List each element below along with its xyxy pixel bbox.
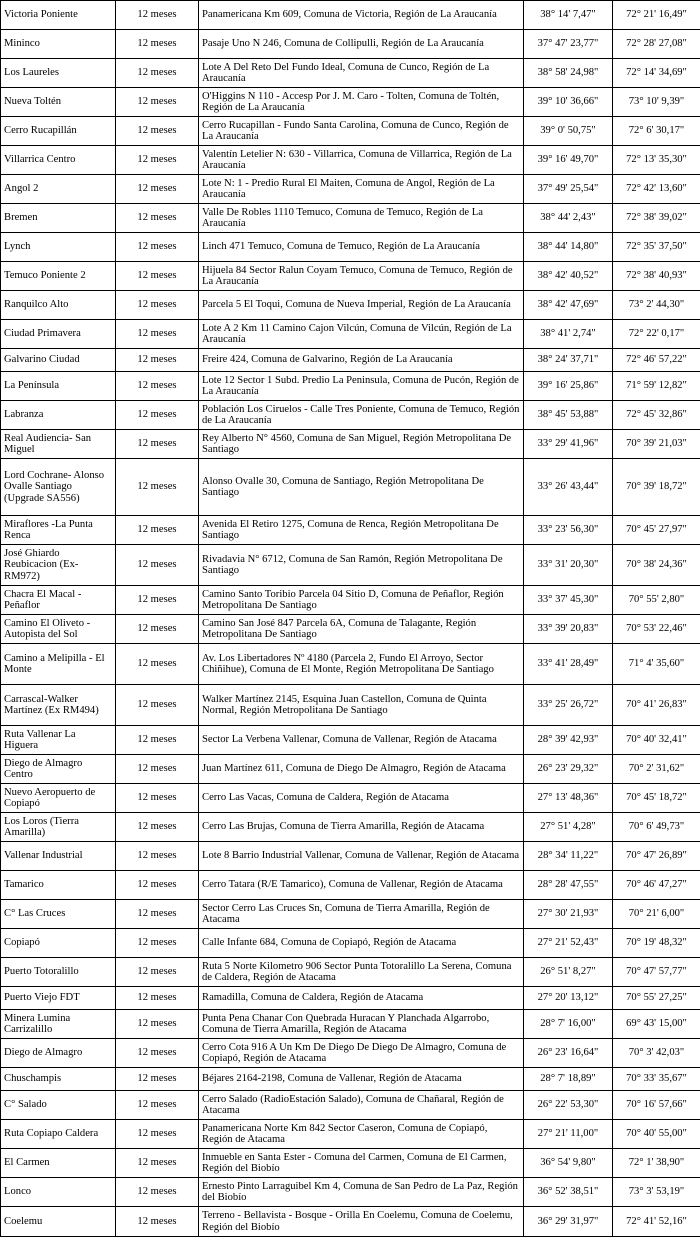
table-row <box>1 813 700 842</box>
longitude-cell: 71° 4' 35,60" <box>613 644 700 685</box>
latitude-cell: 33° 29' 41,96" <box>524 430 613 459</box>
longitude-cell: 70° 16' 57,66" <box>613 1091 700 1120</box>
address-cell: Av. Los Libertadores Nº 4180 (Parcela 2, Fundo El Arroyo, Sector Chiñihue), Comuna de El Monte, Región Metropolitana De Santiago <box>199 644 524 685</box>
site-name-cell: Puerto Totoralillo <box>1 958 116 987</box>
address-cell: Parcela 5 El Toqui, Comuna de Nueva Imperial, Región de La Araucanía <box>199 291 524 320</box>
address-cell: Ruta 5 Norte Kilometro 906 Sector Punta Totoralillo La Serena, Comuna de Caldera, Región de Atacama <box>199 958 524 987</box>
longitude-cell: 72° 14' 34,69" <box>613 59 700 88</box>
table-row <box>1 117 700 146</box>
address-cell: Freire 424, Comuna de Galvarino, Región de La Araucanía <box>199 349 524 372</box>
latitude-cell: 33° 37' 45,30" <box>524 586 613 615</box>
address-cell: Ernesto Pinto Larraguibel Km 4, Comuna de San Pedro de La Paz, Región del Biobío <box>199 1178 524 1207</box>
table-row <box>1 430 700 459</box>
table-row <box>1 204 700 233</box>
table-row <box>1 1178 700 1207</box>
period-cell: 12 meses <box>116 1178 199 1207</box>
address-cell: Población Los Ciruelos - Calle Tres Poniente, Comuna de Temuco, Región de La Araucanía <box>199 401 524 430</box>
site-name-cell: Real Audiencia- San Miguel <box>1 430 116 459</box>
latitude-cell: 39° 16' 25,86" <box>524 372 613 401</box>
address-cell: Camino Santo Toribio Parcela 04 Sitio D, Comuna de Peñaflor, Región Metropolitana De Santiago <box>199 586 524 615</box>
longitude-cell: 70° 45' 27,97" <box>613 516 700 545</box>
longitude-cell: 72° 6' 30,17" <box>613 117 700 146</box>
period-cell: 12 meses <box>116 117 199 146</box>
site-name-cell: Ruta Copiapo Caldera <box>1 1120 116 1149</box>
table-row <box>1 726 700 755</box>
period-cell: 12 meses <box>116 1 199 30</box>
latitude-cell: 38° 14' 7,47" <box>524 1 613 30</box>
period-cell: 12 meses <box>116 615 199 644</box>
address-cell: Cerro Las Brujas, Comuna de Tierra Amarilla, Región de Atacama <box>199 813 524 842</box>
table-row <box>1 842 700 871</box>
period-cell: 12 meses <box>116 586 199 615</box>
longitude-cell: 70° 53' 22,46" <box>613 615 700 644</box>
site-name-cell: C° Las Cruces <box>1 900 116 929</box>
period-cell: 12 meses <box>116 430 199 459</box>
address-cell: O'Higgins N 110 - Accesp Por J. M. Caro - Tolten, Comuna de Toltén, Región de La Araucanía <box>199 88 524 117</box>
site-name-cell: Camino El Oliveto - Autopista del Sol <box>1 615 116 644</box>
period-cell: 12 meses <box>116 88 199 117</box>
latitude-cell: 28° 34' 11,22" <box>524 842 613 871</box>
site-name-cell: La Península <box>1 372 116 401</box>
table-row <box>1 146 700 175</box>
period-cell: 12 meses <box>116 987 199 1010</box>
site-name-cell: Lonco <box>1 1178 116 1207</box>
site-name-cell: El Carmen <box>1 1149 116 1178</box>
table-row <box>1 1039 700 1068</box>
site-name-cell: Nuevo Aeropuerto de Copiapó <box>1 784 116 813</box>
site-name-cell: Minera Lumina Carrizalillo <box>1 1010 116 1039</box>
site-name-cell: Puerto Viejo FDT <box>1 987 116 1010</box>
latitude-cell: 39° 16' 49,70" <box>524 146 613 175</box>
longitude-cell: 70° 21' 6,00" <box>613 900 700 929</box>
latitude-cell: 27° 13' 48,36" <box>524 784 613 813</box>
address-cell: Valentín Letelier N: 630 - Villarrica, Comuna de Villarrica, Región de La Araucanía <box>199 146 524 175</box>
period-cell: 12 meses <box>116 1068 199 1091</box>
latitude-cell: 26° 23' 29,32" <box>524 755 613 784</box>
table-row <box>1 586 700 615</box>
period-cell: 12 meses <box>116 349 199 372</box>
table-row <box>1 871 700 900</box>
latitude-cell: 38° 42' 47,69" <box>524 291 613 320</box>
site-name-cell: Victoria Poniente <box>1 1 116 30</box>
longitude-cell: 70° 33' 35,67" <box>613 1068 700 1091</box>
address-cell: Sector La Verbena Vallenar, Comuna de Vallenar, Región de Atacama <box>199 726 524 755</box>
latitude-cell: 38° 24' 37,71" <box>524 349 613 372</box>
longitude-cell: 70° 38' 24,36" <box>613 545 700 586</box>
address-cell: Punta Pena Chanar Con Quebrada Huracan Y Planchada Algarrobo, Comuna de Tierra Amarilla, Región de Atacama <box>199 1010 524 1039</box>
latitude-cell: 37° 47' 23,77" <box>524 30 613 59</box>
address-cell: Lote N: 1 - Predio Rural El Maiten, Comuna de Angol, Región de La Araucanía <box>199 175 524 204</box>
site-name-cell: Angol 2 <box>1 175 116 204</box>
period-cell: 12 meses <box>116 291 199 320</box>
period-cell: 12 meses <box>116 204 199 233</box>
table-row <box>1 320 700 349</box>
site-name-cell: Bremen <box>1 204 116 233</box>
latitude-cell: 27° 51' 4,28" <box>524 813 613 842</box>
period-cell: 12 meses <box>116 30 199 59</box>
latitude-cell: 28° 7' 18,89" <box>524 1068 613 1091</box>
longitude-cell: 72° 13' 35,30" <box>613 146 700 175</box>
table-row <box>1 929 700 958</box>
table-row <box>1 291 700 320</box>
period-cell: 12 meses <box>116 59 199 88</box>
latitude-cell: 33° 41' 28,49" <box>524 644 613 685</box>
longitude-cell: 70° 40' 32,41" <box>613 726 700 755</box>
period-cell: 12 meses <box>116 1010 199 1039</box>
address-cell: Ramadilla, Comuna de Caldera, Región de Atacama <box>199 987 524 1010</box>
latitude-cell: 37° 49' 25,54" <box>524 175 613 204</box>
address-cell: Béjares 2164-2198, Comuna de Vallenar, Región de Atacama <box>199 1068 524 1091</box>
longitude-cell: 70° 2' 31,62" <box>613 755 700 784</box>
latitude-cell: 26° 51' 8,27" <box>524 958 613 987</box>
site-name-cell: José Ghiardo Reubicacion (Ex- RM972) <box>1 545 116 586</box>
longitude-cell: 72° 46' 57,22" <box>613 349 700 372</box>
latitude-cell: 33° 31' 20,30" <box>524 545 613 586</box>
longitude-cell: 72° 45' 32,86" <box>613 401 700 430</box>
address-cell: Terreno - Bellavista - Bosque - Orilla En Coelemu, Comuna de Coelemu, Región del Biobío <box>199 1207 524 1237</box>
latitude-cell: 26° 23' 16,64" <box>524 1039 613 1068</box>
table-row <box>1 545 700 586</box>
latitude-cell: 27° 21' 52,43" <box>524 929 613 958</box>
address-cell: Lote A Del Reto Del Fundo Ideal, Comuna de Cunco, Región de La Araucanía <box>199 59 524 88</box>
longitude-cell: 72° 1' 38,90" <box>613 1149 700 1178</box>
table-row <box>1 262 700 291</box>
site-name-cell: Coelemu <box>1 1207 116 1237</box>
site-name-cell: Lynch <box>1 233 116 262</box>
period-cell: 12 meses <box>116 813 199 842</box>
latitude-cell: 33° 25' 26,72" <box>524 685 613 726</box>
site-name-cell: C° Salado <box>1 1091 116 1120</box>
address-cell: Lote 8 Barrio Industrial Vallenar, Comuna de Vallenar, Región de Atacama <box>199 842 524 871</box>
site-name-cell: Vallenar Industrial <box>1 842 116 871</box>
period-cell: 12 meses <box>116 1207 199 1237</box>
latitude-cell: 28° 39' 42,93" <box>524 726 613 755</box>
longitude-cell: 70° 47' 26,89" <box>613 842 700 871</box>
longitude-cell: 72° 42' 13,60" <box>613 175 700 204</box>
latitude-cell: 33° 23' 56,30" <box>524 516 613 545</box>
latitude-cell: 33° 39' 20,83" <box>524 615 613 644</box>
table-row <box>1 958 700 987</box>
period-cell: 12 meses <box>116 685 199 726</box>
longitude-cell: 69° 43' 15,00" <box>613 1010 700 1039</box>
address-cell: Cerro Salado (RadioEstación Salado), Comuna de Chañaral, Región de Atacama <box>199 1091 524 1120</box>
site-name-cell: Mininco <box>1 30 116 59</box>
longitude-cell: 72° 22' 0,17" <box>613 320 700 349</box>
address-cell: Sector Cerro Las Cruces Sn, Comuna de Tierra Amarilla, Región de Atacama <box>199 900 524 929</box>
address-cell: Cerro Las Vacas, Comuna de Caldera, Región de Atacama <box>199 784 524 813</box>
table-row <box>1 1207 700 1237</box>
address-cell: Panamericana Norte Km 842 Sector Caseron, Comuna de Copiapó, Región de Atacama <box>199 1120 524 1149</box>
site-name-cell: Diego de Almagro <box>1 1039 116 1068</box>
address-cell: Camino San José 847 Parcela 6A, Comuna de Talagante, Región Metropolitana De Santiago <box>199 615 524 644</box>
site-name-cell: Ranquilco Alto <box>1 291 116 320</box>
address-cell: Cerro Rucapillan - Fundo Santa Carolina, Comuna de Cunco, Región de La Araucanía <box>199 117 524 146</box>
address-cell: Hijuela 84 Sector Ralun Coyam Temuco, Comuna de Temuco, Región de La Araucanía <box>199 262 524 291</box>
period-cell: 12 meses <box>116 900 199 929</box>
table-row <box>1 615 700 644</box>
period-cell: 12 meses <box>116 1120 199 1149</box>
longitude-cell: 70° 39' 18,72" <box>613 459 700 516</box>
latitude-cell: 27° 20' 13,12" <box>524 987 613 1010</box>
period-cell: 12 meses <box>116 401 199 430</box>
site-name-cell: Temuco Poniente 2 <box>1 262 116 291</box>
period-cell: 12 meses <box>116 755 199 784</box>
longitude-cell: 72° 28' 27,08" <box>613 30 700 59</box>
address-cell: Cerro Tatara (R/E Tamarico), Comuna de Vallenar, Región de Atacama <box>199 871 524 900</box>
period-cell: 12 meses <box>116 1149 199 1178</box>
address-cell: Lote 12 Sector 1 Subd. Predio La Peninsula, Comuna de Pucón, Región de La Araucanía <box>199 372 524 401</box>
table-row <box>1 1091 700 1120</box>
address-cell: Inmueble en Santa Ester - Comuna del Carmen, Comuna de El Carmen, Región del Biobío <box>199 1149 524 1178</box>
period-cell: 12 meses <box>116 871 199 900</box>
address-cell: Juan Martínez 611, Comuna de Diego De Almagro, Región de Atacama <box>199 755 524 784</box>
address-cell: Lote A 2 Km 11 Camino Cajon Vilcún, Comuna de Vilcún, Región de La Araucanía <box>199 320 524 349</box>
table-row <box>1 88 700 117</box>
site-name-cell: Miraflores -La Punta Renca <box>1 516 116 545</box>
site-name-cell: Villarrica Centro <box>1 146 116 175</box>
latitude-cell: 26° 22' 53,30" <box>524 1091 613 1120</box>
longitude-cell: 73° 3' 53,19" <box>613 1178 700 1207</box>
site-name-cell: Cerro Rucapillán <box>1 117 116 146</box>
period-cell: 12 meses <box>116 146 199 175</box>
site-name-cell: Los Laureles <box>1 59 116 88</box>
address-cell: Cerro Cota 916 A Un Km De Diego De Diego De Almagro, Comuna de Copiapó, Región de Atacama <box>199 1039 524 1068</box>
address-cell: Pasaje Uno N 246, Comuna de Collipulli, Región de La Araucanía <box>199 30 524 59</box>
address-cell: Valle De Robles 1110 Temuco, Comuna de Temuco, Región de La Araucanía <box>199 204 524 233</box>
latitude-cell: 38° 45' 53,88" <box>524 401 613 430</box>
table-row <box>1 685 700 726</box>
site-name-cell: Camino a Melipilla - El Monte <box>1 644 116 685</box>
longitude-cell: 70° 45' 18,72" <box>613 784 700 813</box>
address-cell: Linch 471 Temuco, Comuna de Temuco, Región de La Araucanía <box>199 233 524 262</box>
table-row <box>1 372 700 401</box>
sites-table-body <box>1 1 700 1237</box>
table-row <box>1 1 700 30</box>
longitude-cell: 73° 10' 9,39" <box>613 88 700 117</box>
latitude-cell: 38° 42' 40,52" <box>524 262 613 291</box>
period-cell: 12 meses <box>116 958 199 987</box>
longitude-cell: 70° 55' 2,80" <box>613 586 700 615</box>
site-name-cell: Chacra El Macal - Peñaflor <box>1 586 116 615</box>
site-name-cell: Ruta Vallenar La Higuera <box>1 726 116 755</box>
table-row <box>1 755 700 784</box>
period-cell: 12 meses <box>116 262 199 291</box>
longitude-cell: 72° 21' 16,49" <box>613 1 700 30</box>
site-name-cell: Diego de Almagro Centro <box>1 755 116 784</box>
period-cell: 12 meses <box>116 459 199 516</box>
latitude-cell: 38° 44' 14,80" <box>524 233 613 262</box>
longitude-cell: 70° 19' 48,32" <box>613 929 700 958</box>
table-row <box>1 1010 700 1039</box>
table-row <box>1 900 700 929</box>
table-row <box>1 1068 700 1091</box>
longitude-cell: 72° 41' 52,16" <box>613 1207 700 1237</box>
site-name-cell: Lord Cochrane- Alonso Ovalle Santiago (Upgrade SA556) <box>1 459 116 516</box>
period-cell: 12 meses <box>116 1091 199 1120</box>
address-cell: Rey Alberto N° 4560, Comuna de San Miguel, Región Metropolitana De Santiago <box>199 430 524 459</box>
period-cell: 12 meses <box>116 1039 199 1068</box>
longitude-cell: 72° 38' 40,93" <box>613 262 700 291</box>
longitude-cell: 71° 59' 12,82" <box>613 372 700 401</box>
longitude-cell: 70° 55' 27,25" <box>613 987 700 1010</box>
address-cell: Alonso Ovalle 30, Comuna de Santiago, Región Metropolitana De Santiago <box>199 459 524 516</box>
table-row <box>1 349 700 372</box>
period-cell: 12 meses <box>116 726 199 755</box>
period-cell: 12 meses <box>116 233 199 262</box>
latitude-cell: 28° 28' 47,55" <box>524 871 613 900</box>
longitude-cell: 70° 3' 42,03" <box>613 1039 700 1068</box>
latitude-cell: 38° 44' 2,43" <box>524 204 613 233</box>
table-row <box>1 516 700 545</box>
longitude-cell: 70° 6' 49,73" <box>613 813 700 842</box>
address-cell: Walker Martínez 2145, Esquina Juan Castellon, Comuna de Quinta Normal, Región Metropolitana De Santiago <box>199 685 524 726</box>
period-cell: 12 meses <box>116 516 199 545</box>
latitude-cell: 36° 52' 38,51" <box>524 1178 613 1207</box>
address-cell: Rivadavia N° 6712, Comuna de San Ramón, Región Metropolitana De Santiago <box>199 545 524 586</box>
latitude-cell: 27° 30' 21,93" <box>524 900 613 929</box>
latitude-cell: 39° 0' 50,75" <box>524 117 613 146</box>
address-cell: Panamericana Km 609, Comuna de Victoria, Región de La Araucanía <box>199 1 524 30</box>
address-cell: Calle Infante 684, Comuna de Copiapó, Región de Atacama <box>199 929 524 958</box>
longitude-cell: 70° 41' 26,83" <box>613 685 700 726</box>
latitude-cell: 36° 54' 9,80" <box>524 1149 613 1178</box>
table-row <box>1 30 700 59</box>
table-row <box>1 59 700 88</box>
period-cell: 12 meses <box>116 784 199 813</box>
site-name-cell: Labranza <box>1 401 116 430</box>
period-cell: 12 meses <box>116 175 199 204</box>
site-name-cell: Carrascal-Walker Martínez (Ex RM494) <box>1 685 116 726</box>
latitude-cell: 38° 41' 2,74" <box>524 320 613 349</box>
longitude-cell: 70° 46' 47,27" <box>613 871 700 900</box>
latitude-cell: 36° 29' 31,97" <box>524 1207 613 1237</box>
table-row <box>1 1120 700 1149</box>
table-row <box>1 644 700 685</box>
latitude-cell: 33° 26' 43,44" <box>524 459 613 516</box>
site-name-cell: Ciudad Primavera <box>1 320 116 349</box>
table-row <box>1 401 700 430</box>
longitude-cell: 70° 40' 55,00" <box>613 1120 700 1149</box>
site-name-cell: Copiapó <box>1 929 116 958</box>
period-cell: 12 meses <box>116 372 199 401</box>
table-row <box>1 175 700 204</box>
longitude-cell: 70° 47' 57,77" <box>613 958 700 987</box>
table-row <box>1 1149 700 1178</box>
longitude-cell: 70° 39' 21,03" <box>613 430 700 459</box>
latitude-cell: 39° 10' 36,66" <box>524 88 613 117</box>
site-name-cell: Chuschampis <box>1 1068 116 1091</box>
latitude-cell: 28° 7' 16,00" <box>524 1010 613 1039</box>
site-name-cell: Galvarino Ciudad <box>1 349 116 372</box>
period-cell: 12 meses <box>116 545 199 586</box>
period-cell: 12 meses <box>116 644 199 685</box>
period-cell: 12 meses <box>116 320 199 349</box>
period-cell: 12 meses <box>116 929 199 958</box>
site-name-cell: Nueva Toltén <box>1 88 116 117</box>
table-row <box>1 233 700 262</box>
longitude-cell: 73° 2' 44,30" <box>613 291 700 320</box>
table-row <box>1 459 700 516</box>
table-row <box>1 987 700 1010</box>
table-row <box>1 784 700 813</box>
site-name-cell: Los Loros (Tierra Amarilla) <box>1 813 116 842</box>
address-cell: Avenida El Retiro 1275, Comuna de Renca, Región Metropolitana De Santiago <box>199 516 524 545</box>
longitude-cell: 72° 38' 39,02" <box>613 204 700 233</box>
period-cell: 12 meses <box>116 842 199 871</box>
longitude-cell: 72° 35' 37,50" <box>613 233 700 262</box>
site-name-cell: Tamarico <box>1 871 116 900</box>
latitude-cell: 38° 58' 24,98" <box>524 59 613 88</box>
latitude-cell: 27° 21' 11,00" <box>524 1120 613 1149</box>
